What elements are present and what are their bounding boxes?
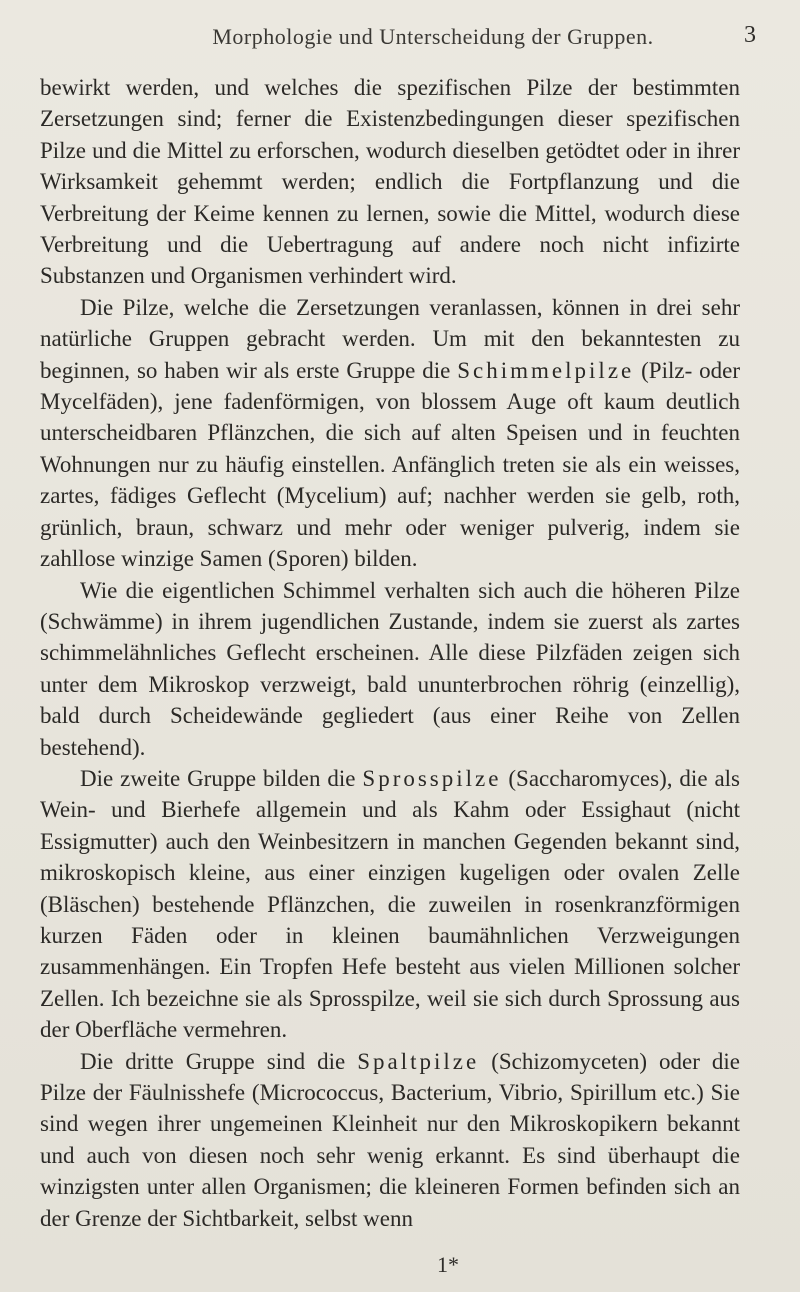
paragraph-text-before: Die dritte Gruppe sind die <box>80 1048 358 1074</box>
body-text <box>40 72 740 1234</box>
paragraph-schwaemme <box>40 575 740 763</box>
paragraph-text-after: (Schizomyceten) oder die Pilze der Fäulnisshefe (Micrococcus, Bacterium, Vibrio, Spirillum etc.) Sie sind wegen ihrer ungemeinen Kleinheit nur den Mikroskopikern bekannt und auch von diesen noch sehr wenig erkannt. Es sind überhaupt die winzigsten unter allen Organismen; die kleineren Formen befinden sich an der Grenze der Sichtbarkeit, selbst wenn <box>40 1048 740 1231</box>
spaced-term: Sprosspilze <box>362 765 502 791</box>
page-number: 3 <box>744 22 756 48</box>
paragraph-spaltpilze <box>40 1046 740 1234</box>
paragraph-schimmelpilze <box>40 292 740 575</box>
paragraph-text: Wie die eigentlichen Schimmel verhalten sich auch die höheren Pilze (Schwämme) in ihrem jugendlichen Zustande, indem sie zuerst als zartes schimmelähnliches Geflecht erscheinen. Alle diese Pilzfäden zeigen sich unter dem Mikroskop verzweigt, bald ununterbrochen röhrig (einzellig), bald durch Scheidewände gegliedert (aus einer Reihe von Zellen bestehend). <box>40 577 740 760</box>
paragraph-text-after: (Pilz- oder Mycelfäden), jene fadenförmigen, von blossem Auge oft kaum deutlich unterscheidbaren Pflänzchen, die sich auf alten Speisen und in feuchten Wohnungen nur zu häufig einstellen. Anfänglich treten sie als ein weisses, zartes, fädiges Geflecht (Mycelium) auf; nachher werden sie gelb, roth, grünlich, braun, schwarz und mehr oder weniger pulverig, indem sie zahllose winzige Samen (Sporen) bilden. <box>40 357 740 572</box>
paragraph-text: bewirkt werden, und welches die spezifischen Pilze der bestimmten Zersetzungen sind; ferner die Existenzbedingungen dieser spezifischen Pilze und die Mittel zu erforschen, wodurch dieselben getödtet oder in ihrer Wirksamkeit gehemmt werden; endlich die Fortpflanzung und die Verbreitung der Keime kennen zu lernen, sowie die Mittel, wodurch diese Verbreitung und die Uebertragung auf andere noch nicht infizirte Substanzen und Organismen verhindert wird. <box>40 75 740 289</box>
spaced-term: Spaltpilze <box>357 1048 480 1074</box>
paragraph-text-before: Die Pilze, welche die Zersetzungen veranlassen, können in drei sehr natürliche Gruppen gebracht werden. Um mit den bekanntesten zu beginnen, so haben wir als erste Gruppe die <box>40 294 740 383</box>
paragraph-sprosspilze <box>40 763 740 1046</box>
spaced-term: Schimmelpilze <box>457 357 635 383</box>
running-title: Morphologie und Unterscheidung der Gruppen. <box>212 24 654 49</box>
paragraph-text-after: (Saccharomyces), die als Wein- und Bierhefe allgemein und als Kahm oder Essighaut (nicht Essigmutter) auch den Weinbesitzern in manchen Gegenden bekannt sind, mikroskopisch kleine, aus einer einzigen kugeligen oder ovalen Zelle (Bläschen) bestehende Pflänzchen, die zuweilen in rosenkranzförmigen kurzen Fäden oder in kleinen baumähnlichen Verzweigungen zusammenhängen. Ein Tropfen Hefe besteht aus vielen Millionen solcher Zellen. Ich bezeichne sie als Sprosspilze, weil sie sich durch Sprossung aus der Oberfläche vermehren. <box>40 765 740 1043</box>
signature-mark: 1* <box>437 1252 459 1277</box>
paragraph-text-before: Die zweite Gruppe bilden die <box>80 765 363 791</box>
running-head <box>110 18 756 54</box>
paragraph-continuation <box>40 72 740 292</box>
